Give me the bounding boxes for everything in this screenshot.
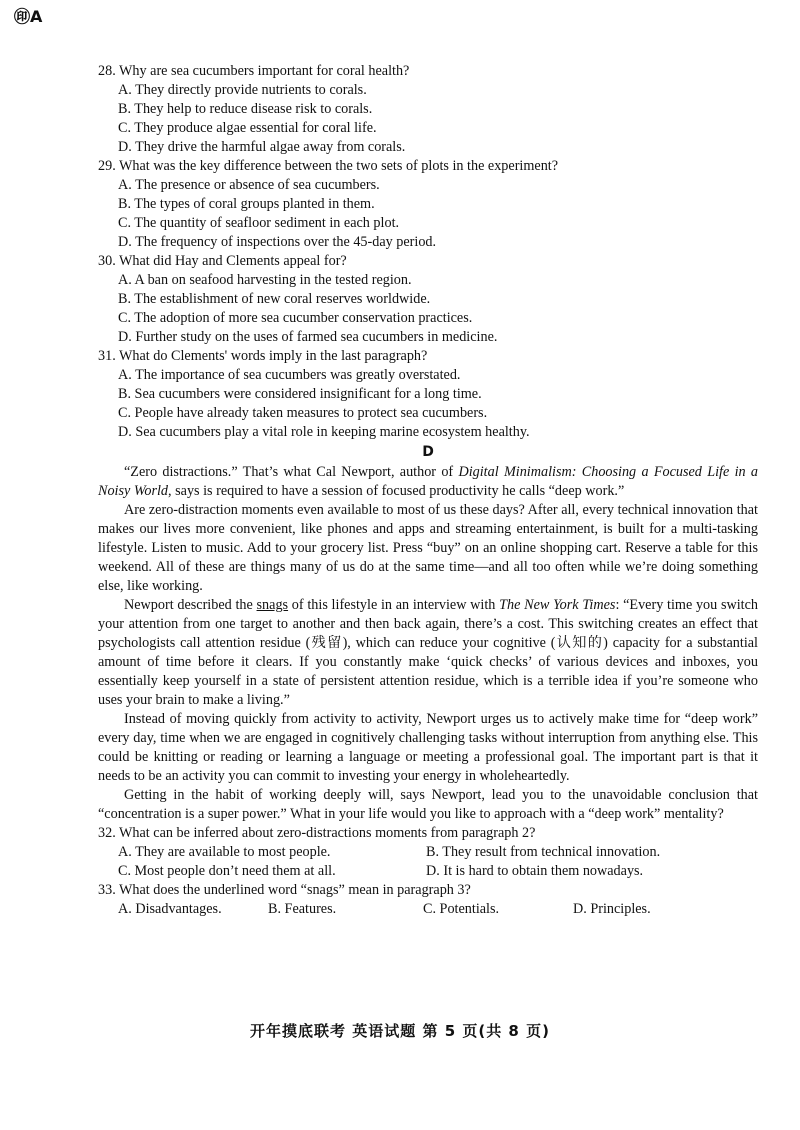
book-title: Digital Minimalism: Choosing a Focused Life in a Noisy World (98, 464, 758, 499)
option-a: A. Disadvantages. (118, 901, 222, 917)
option-a: A. The presence or absence of sea cucumbers. (118, 177, 380, 193)
paragraph-text: : “Every time you switch your attention from one target to another and then back again, there’s a cost. This switching creates an effect that psychologists call attention residue (残留), which can reduce your cognitive (认知的) capacity for a substantial amount of time before it clears. If you constantly make ‘quick checks’ of various devices and inboxes, you essentially keep yourself in a state of persistent attention residue, which is a terrible idea if you’re someone who uses your brain to make a living.” (98, 597, 759, 708)
question-31 (98, 347, 758, 442)
question-stem: 28. Why are sea cucumbers important for coral health? (98, 63, 410, 79)
option-b: B. The establishment of new coral reserves worldwide. (118, 291, 431, 307)
paragraph-text: “Zero distractions.” That’s what Cal Newport, author of (124, 464, 459, 480)
question-28 (98, 62, 758, 157)
option-b: B. Features. (268, 901, 337, 917)
question-stem: 29. What was the key difference between the two sets of plots in the experiment? (98, 158, 559, 174)
option-a: A. The importance of sea cucumbers was greatly overstated. (118, 367, 461, 383)
option-b: B. Sea cucumbers were considered insignificant for a long time. (118, 386, 482, 402)
option-c: C. The adoption of more sea cucumber conservation practices. (118, 310, 473, 326)
option-d: D. It is hard to obtain them nowadays. (426, 863, 644, 879)
question-33 (98, 881, 758, 919)
option-c: C. Potentials. (423, 901, 500, 917)
option-d: D. Principles. (573, 901, 651, 917)
question-stem: 32. What can be inferred about zero-distractions moments from paragraph 2? (98, 825, 536, 841)
passage-paragraph-2: Are zero-distraction moments even available to most of us these days? After all, every technical innovation that makes our lives more convenient, like phones and apps and streaming entertainment, is built for a multi-tasking lifestyle. Listen to music. Add to your grocery list. Press “buy” on an online shopping cart. Reserve a table for this weekend. All of these are things many of us do at the same time—and all too often while we’re doing something else, like working. (98, 502, 758, 594)
option-b: B. The types of coral groups planted in them. (118, 196, 375, 212)
exam-page (98, 62, 758, 919)
option-d: D. Further study on the uses of farmed sea cucumbers in medicine. (118, 329, 498, 345)
option-d: D. They drive the harmful algae away from corals. (118, 139, 406, 155)
section-d-label: D (422, 444, 434, 460)
option-d: D. Sea cucumbers play a vital role in keeping marine ecosystem healthy. (118, 424, 530, 440)
option-c: C. The quantity of seafloor sediment in each plot. (118, 215, 400, 231)
paragraph-text: Newport described the (124, 597, 257, 613)
page-footer: 开年摸底联考 英语试题 第 5 页(共 8 页) (250, 1022, 550, 1040)
options-grid (98, 900, 758, 919)
question-32 (98, 824, 758, 881)
option-a: A. They are available to most people. (118, 844, 331, 860)
option-b: B. They result from technical innovation. (426, 844, 661, 860)
option-b: B. They help to reduce disease risk to corals. (118, 101, 373, 117)
option-d: D. The frequency of inspections over the 45-day period. (118, 234, 437, 250)
question-stem: 31. What do Clements' words imply in the last paragraph? (98, 348, 428, 364)
passage-paragraph-1 (98, 463, 758, 501)
newspaper-title: The New York Times (499, 597, 616, 613)
option-c: C. People have already taken measures to protect sea cucumbers. (118, 405, 488, 421)
option-a: A. They directly provide nutrients to corals. (118, 82, 367, 98)
passage-paragraph-5: Getting in the habit of working deeply will, says Newport, lead you to the unavoidable conclusion that “concentration is a super power.” What in your life would you like to approach with a “deep work” mentality? (98, 787, 758, 822)
option-c: C. They produce algae essential for coral life. (118, 120, 377, 136)
passage-paragraph-4: Instead of moving quickly from activity to activity, Newport urges us to actively make time for “deep work” every day, time when we are engaged in cognitively challenging tasks without interruption from anything else. This could be knitting or reading or learning a language or meeting a professional goal. The important part is that it needs to be an activity you can commit to investing your energy in wholeheartedly. (98, 711, 758, 784)
options-grid (98, 843, 758, 881)
question-30 (98, 252, 758, 347)
question-stem: 33. What does the underlined word “snags” mean in paragraph 3? (98, 882, 471, 898)
option-a: A. A ban on seafood harvesting in the tested region. (118, 272, 412, 288)
option-c: C. Most people don’t need them at all. (118, 863, 336, 879)
question-29 (98, 157, 758, 252)
paragraph-text: of this lifestyle in an interview with (288, 597, 500, 613)
question-stem: 30. What did Hay and Clements appeal for? (98, 253, 347, 269)
underlined-word-snags: snags (256, 597, 289, 613)
exam-corner-mark: ㊞A (14, 7, 43, 26)
passage-paragraph-3 (98, 596, 758, 710)
paragraph-text: , says is required to have a session of focused productivity he calls “deep work.” (168, 483, 625, 499)
